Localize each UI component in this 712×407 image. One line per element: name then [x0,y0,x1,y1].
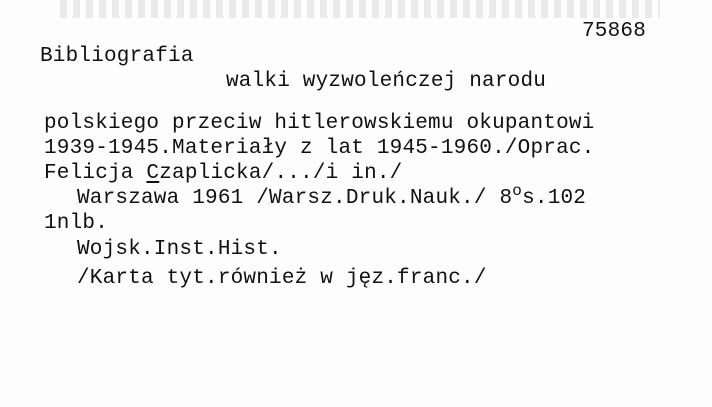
show-through-texture [60,0,660,18]
title-line-1: Bibliografia [40,45,194,68]
author-underlined-initial: C [146,162,160,185]
body-line-2: 1939-1945.Materiały z lat 1945-1960./Oprac. [44,137,595,160]
body-line-1: polskiego przeciw hitlerowskiemu okupantowi [44,112,595,135]
publisher-line: Wojsk.Inst.Hist. [77,238,282,261]
catalog-number: 75868 [582,20,647,43]
imprint-line [77,182,587,211]
note-line: /Karta tyt.również w jęz.franc./ [77,267,487,290]
title-line-2: walki wyzwoleńczej narodu [226,70,547,93]
author-line [44,162,402,186]
imprint-text: Warszawa 1961 /Warsz.Druk.Nauk./ 8 [77,187,513,210]
format-superscript: o [512,182,523,200]
pagination-line: 1nlb. [44,212,109,235]
author-line-suffix: zaplicka/.../i in./ [159,162,403,185]
pages-text: s.102 [522,187,587,210]
author-line-prefix: Felicja [44,162,147,185]
